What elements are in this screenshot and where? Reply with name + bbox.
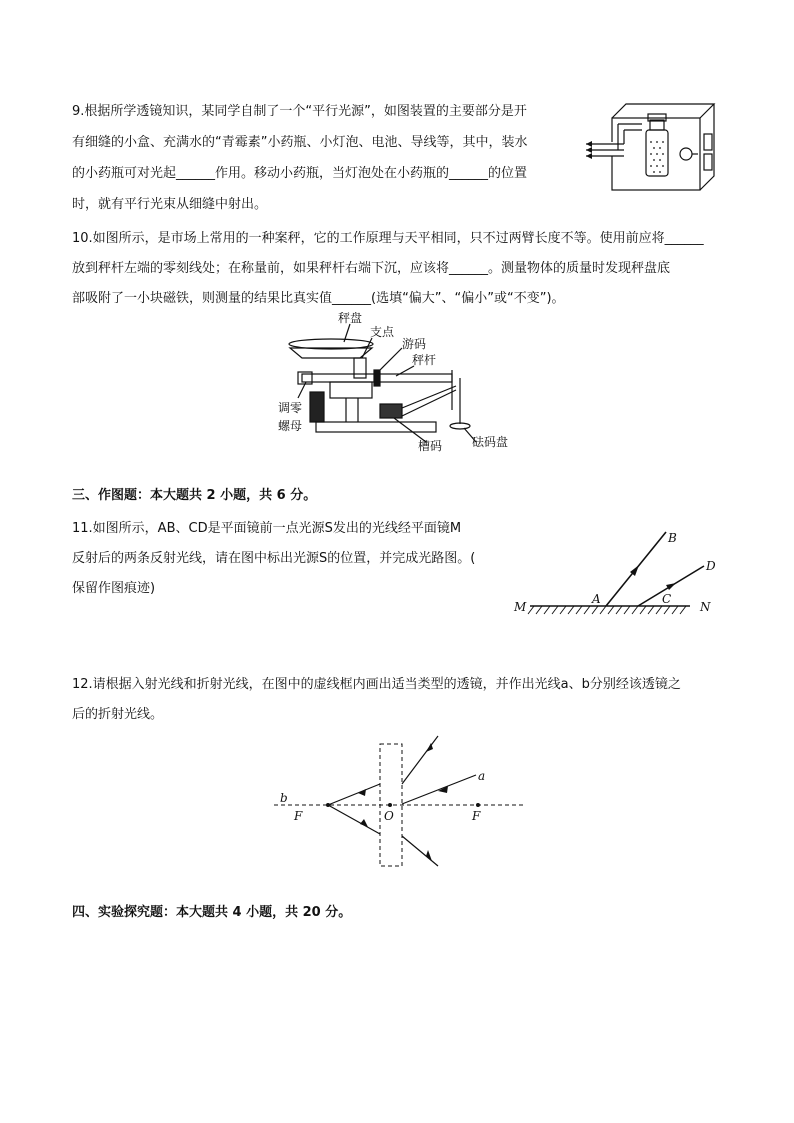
q10-figure-platform-scale — [276, 312, 526, 460]
q12-line-2: 后的折射光线。 — [72, 707, 164, 722]
q10-label-weight-pan: 砝码盘 — [472, 435, 509, 449]
q10-label-rider: 游码 — [402, 337, 427, 351]
q12-figure-lens — [270, 730, 530, 870]
q10-label-beam: 秤杆 — [412, 353, 437, 367]
q11-label-C: C — [662, 592, 672, 606]
q10-line-2: 放到秤杆左端的零刻线处；在称量前，如果秤杆右端下沉，应该将______。测量物体的质量时发现秤盘底 — [72, 261, 671, 276]
section-4-heading: 四、实验探究题：本大题共 4 小题，共 20 分。 — [72, 905, 352, 920]
q9-line-3: 的小药瓶可对光起______作用。移动小药瓶，当灯泡处在小药瓶的______的位置 — [72, 166, 528, 181]
q11-label-M: M — [514, 600, 527, 614]
q10-label-zero-nut-2: 螺母 — [278, 419, 303, 433]
q12-label-F-left: F — [294, 809, 303, 823]
q11-label-A: A — [592, 592, 601, 606]
q10-line-3: 部吸附了一小块磁铁，则测量的结果比真实值______(选填“偏大”、“偏小”或“不变”)。 — [72, 291, 565, 306]
q11-line-3: 保留作图痕迹) — [72, 581, 156, 596]
q11-line-1: 11.如图所示，AB、CD是平面镜前一点光源S发出的光线经平面镜M — [72, 521, 462, 536]
q9-line-4: 时，就有平行光束从细缝中射出。 — [72, 197, 268, 212]
q10-label-pan: 秤盘 — [338, 312, 363, 325]
section-3-heading: 三、作图题：本大题共 2 小题，共 6 分。 — [72, 488, 317, 503]
q12-label-b: b — [280, 791, 288, 805]
q11-line-2: 反射后的两条反射光线，请在图中标出光源S的位置，并完成光路图。( — [72, 551, 476, 566]
q9-line-1: 9.根据所学透镜知识，某同学自制了一个“平行光源”，如图装置的主要部分是开 — [72, 104, 527, 119]
q10-label-slot-weight: 槽码 — [418, 439, 443, 453]
q12-label-F-right: F — [472, 809, 481, 823]
q12-label-a: a — [478, 769, 486, 783]
q11-label-D: D — [706, 559, 716, 573]
q11-figure-plane-mirror — [508, 522, 722, 622]
q10-label-zero-nut-1: 调零 — [278, 401, 303, 415]
q10-label-fulcrum: 支点 — [370, 325, 395, 339]
q9-figure-parallel-light-box — [584, 100, 724, 196]
q10-line-1: 10.如图所示，是市场上常用的一种案秤，它的工作原理与天平相同，只不过两臂长度不等。使用前应将______ — [72, 231, 704, 246]
q12-label-O: O — [384, 809, 394, 823]
q9-line-2: 有细缝的小盒、充满水的“青霉素”小药瓶、小灯泡、电池、导线等，其中，装水 — [72, 135, 528, 150]
q11-label-B: B — [668, 531, 677, 545]
q11-label-N: N — [700, 600, 711, 614]
q12-line-1: 12.请根据入射光线和折射光线，在图中的虚线框内画出适当类型的透镜，并作出光线a、b分别经该透镜之 — [72, 677, 681, 692]
